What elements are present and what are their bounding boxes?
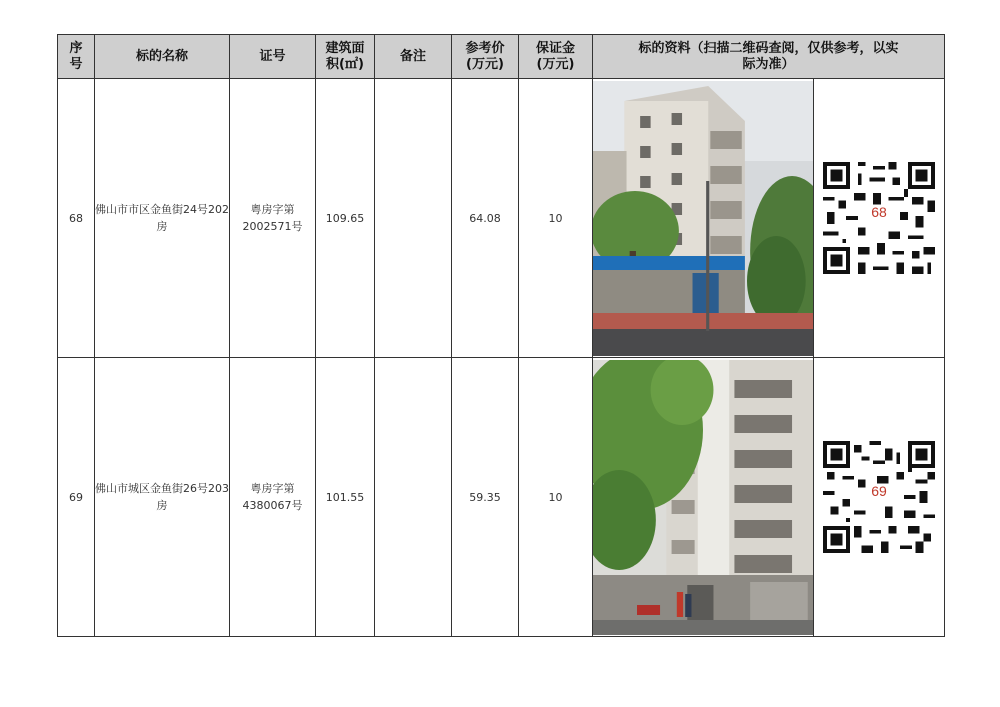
table-row bbox=[58, 358, 945, 637]
header-row bbox=[58, 35, 945, 79]
property-photo bbox=[593, 79, 814, 358]
property-listing-table bbox=[57, 34, 945, 637]
cell-area: 101.55 bbox=[316, 358, 375, 637]
cell-seq: 68 bbox=[58, 79, 95, 358]
cell-price: 59.35 bbox=[452, 358, 519, 637]
cell-cert: 粤房字第2002571号 bbox=[230, 79, 316, 358]
qr-number-label: 68 bbox=[871, 204, 887, 220]
header-seq: 序号 bbox=[58, 35, 95, 79]
qr-code-cell bbox=[814, 79, 945, 358]
cell-cert: 粤房字第4380067号 bbox=[230, 358, 316, 637]
cell-name: 佛山市市区金鱼街24号202房 bbox=[95, 79, 230, 358]
header-name: 标的名称 bbox=[95, 35, 230, 79]
header-price: 参考价(万元) bbox=[452, 35, 519, 79]
qr-number-label: 69 bbox=[871, 483, 887, 499]
header-area: 建筑面积(㎡) bbox=[316, 35, 375, 79]
qr-code[interactable] bbox=[823, 441, 935, 553]
property-photo bbox=[593, 358, 814, 637]
header-cert: 证号 bbox=[230, 35, 316, 79]
cell-deposit: 10 bbox=[519, 358, 593, 637]
cell-seq: 69 bbox=[58, 358, 95, 637]
cell-area: 109.65 bbox=[316, 79, 375, 358]
cell-remark bbox=[375, 79, 452, 358]
cell-name: 佛山市城区金鱼街26号203房 bbox=[95, 358, 230, 637]
header-deposit: 保证金(万元) bbox=[519, 35, 593, 79]
table-row bbox=[58, 79, 945, 358]
header-remark: 备注 bbox=[375, 35, 452, 79]
qr-code-cell bbox=[814, 358, 945, 637]
cell-remark bbox=[375, 358, 452, 637]
cell-price: 64.08 bbox=[452, 79, 519, 358]
header-materials: 标的资料（扫描二维码查阅，仅供参考，以实际为准） bbox=[593, 35, 945, 79]
qr-code[interactable] bbox=[823, 162, 935, 274]
cell-deposit: 10 bbox=[519, 79, 593, 358]
